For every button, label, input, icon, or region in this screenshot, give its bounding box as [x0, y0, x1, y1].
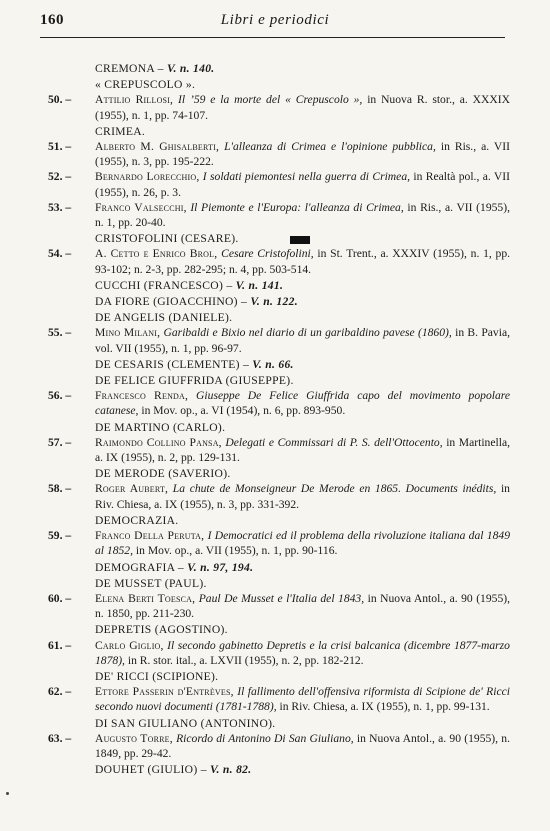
entry-number: 59. – — [48, 529, 72, 543]
bibliography-entry — [0, 388, 550, 418]
entry-source: in Ris., a. VII (1955), n. 1, pp. 20-40. — [95, 200, 510, 230]
entry-title: Garibaldi e Bixio nel diario di un garibaldino pavese (1860), — [163, 326, 452, 340]
bibliography-entry — [0, 200, 550, 230]
entry-number: 57. – — [48, 435, 72, 449]
bibliography-list — [0, 60, 550, 777]
entry-author: Roger Aubert, — [95, 482, 169, 496]
entry-citation — [95, 169, 510, 199]
bibliography-entry — [0, 325, 550, 355]
subject-heading-text: DA FIORE (GIOACCHINO) — [95, 295, 238, 309]
entry-citation — [95, 388, 510, 418]
subject-heading — [0, 466, 550, 481]
bibliography-entry — [0, 528, 550, 558]
subject-heading-text: DEPRETIS (AGOSTINO). — [95, 623, 228, 637]
entry-citation — [95, 200, 510, 230]
subject-heading: DOUHET (GIULIO) – V. n. 82. — [95, 763, 252, 777]
entry-author: Raimondo Collino Pansa, — [95, 435, 222, 449]
subject-heading-text: CRISTOFOLINI (CESARE). — [95, 232, 239, 246]
subject-heading: CUCCHI (FRANCESCO) – V. n. 141. — [95, 278, 284, 292]
entry-author: Augusto Torre, — [95, 731, 173, 745]
entry-citation — [95, 325, 510, 355]
entry-source: in Mov. op., a. VI (1954), n. 6, pp. 893-950. — [141, 404, 346, 418]
entry-citation — [95, 435, 510, 465]
entry-number: 56. – — [48, 389, 72, 403]
subject-heading-text: DOUHET (GIULIO) — [95, 763, 198, 777]
entry-title: Cesare Cristofolini, — [221, 247, 314, 261]
entry-author: Franco Della Peruta, — [95, 529, 205, 543]
entry-citation — [95, 139, 510, 169]
entry-citation — [95, 481, 510, 511]
entry-author: Attilio Rillosi, — [95, 93, 174, 107]
cross-reference: V. n. 122. — [250, 295, 298, 309]
subject-heading — [0, 513, 550, 528]
subject-heading-text: « CREPUSCOLO ». — [95, 78, 196, 92]
entry-title: Il secondo gabinetto Depretis e la crisi balcanica (dicembre 1877-marzo 1878), — [95, 638, 510, 667]
subject-heading-text: DE CESARIS (CLEMENTE) — [95, 357, 240, 371]
entry-number: 53. – — [48, 200, 72, 214]
entry-citation — [95, 591, 510, 621]
entry-author: Franco Valsecchi, — [95, 200, 187, 214]
entry-number: 54. – — [48, 247, 72, 261]
header-rule — [40, 37, 505, 38]
entry-source: in Ris., a. VII (1955), n. 3, pp. 195-222. — [95, 140, 510, 169]
entry-source: in R. stor. ital., a. LXVII (1955), n. 2, pp. 182-212. — [127, 653, 364, 667]
entry-source: in Riv. Chiesa, a. IX (1955), n. 3, pp. 331-392. — [95, 482, 510, 511]
subject-heading-text: CREMONA — [95, 62, 155, 75]
bibliography-entry — [0, 435, 550, 465]
subject-heading-text: CUCCHI (FRANCESCO) — [95, 278, 224, 292]
entry-title: Il ’59 e la morte del « Crepuscolo », — [178, 93, 363, 107]
entry-number: 55. – — [48, 326, 72, 340]
entry-source: in Nuova Antol., a. 90 (1955), n. 1849, pp. 29-42. — [95, 731, 510, 760]
ink-blot — [290, 236, 310, 244]
bibliography-entry — [0, 481, 550, 511]
subject-heading — [0, 231, 550, 246]
bibliography-entry — [0, 684, 550, 714]
subject-heading — [0, 622, 550, 637]
subject-heading — [0, 716, 550, 731]
subject-heading: CREMONA – V. n. 140. — [95, 62, 215, 75]
page-header — [0, 12, 550, 36]
subject-heading-text: DE FELICE GIUFFRIDA (GIUSEPPE). — [95, 374, 294, 388]
entry-title: L'alleanza di Crimea e l'opinione pubblica, — [224, 140, 436, 154]
entry-source: in Martinella, a. IX (1955), n. 2, pp. 129-131. — [95, 435, 510, 465]
bibliography-entry — [0, 731, 550, 761]
subject-heading-text: DE MERODE (SAVERIO). — [95, 467, 231, 481]
cross-reference: V. n. 140. — [166, 62, 215, 75]
entry-source: in Riv. Chiesa, a. IX (1955), n. 1, pp. 99-131. — [279, 700, 490, 714]
entry-number: 52. – — [48, 170, 72, 184]
subject-heading — [0, 310, 550, 325]
margin-speck — [6, 792, 9, 795]
entry-author: Mino Milani, — [95, 326, 161, 340]
entry-number: 61. – — [48, 638, 72, 652]
entry-source: in B. Pavia, vol. VII (1955), n. 1, pp. 96-97. — [95, 326, 510, 355]
bibliography-entry — [0, 591, 550, 621]
subject-heading — [0, 124, 550, 139]
entry-title: Ricordo di Antonino Di San Giuliano, — [176, 731, 354, 745]
cross-reference: V. n. 141. — [235, 278, 284, 292]
entry-citation — [95, 684, 510, 714]
entry-author: Ettore Passerin d'Entrèves, — [95, 685, 234, 699]
entry-source: in Mov. op., a. VII (1955), n. 1, pp. 90-116. — [135, 544, 338, 558]
subject-heading-text: DE MARTINO (CARLO). — [95, 420, 226, 434]
subject-heading-text: DI SAN GIULIANO (ANTONINO). — [95, 716, 276, 730]
entry-citation — [95, 246, 510, 276]
entry-title: I Democratici ed il problema della rivoluzione italiana dal 1849 al 1852, — [95, 529, 510, 558]
entry-number: 50. – — [48, 93, 72, 107]
entry-title: Delegati e Commissari di P. S. dell'Ottocento, — [225, 435, 443, 449]
subject-heading: DA FIORE (GIOACCHINO) – V. n. 122. — [95, 295, 298, 309]
entry-author: Elena Berti Toesca, — [95, 591, 196, 605]
cross-reference: V. n. 66. — [252, 357, 294, 371]
entry-citation — [95, 638, 510, 668]
subject-heading — [0, 669, 550, 684]
subject-heading: DEMOGRAFIA – V. n. 97, 194. — [95, 560, 254, 574]
subject-heading-text: CRIMEA. — [95, 124, 146, 138]
subject-heading: DE CESARIS (CLEMENTE) – V. n. 66. — [95, 357, 294, 371]
entry-source: in Realtà pol., a. VII (1955), n. 26, p. 3. — [95, 170, 510, 199]
entry-citation — [95, 92, 510, 122]
entry-author: Francesco Renda, — [95, 389, 189, 403]
entry-source: in St. Trent., a. XXXIV (1955), n. 1, pp. 93-102; n. 2-3, pp. 282-295; n. 4, pp. 503-514. — [95, 247, 511, 276]
cross-reference: V. n. 97, 194. — [187, 560, 254, 574]
subject-heading-text: DEMOCRAZIA. — [95, 513, 179, 527]
entry-author: Alberto M. Ghisalberti, — [95, 140, 220, 154]
entry-citation — [95, 731, 510, 761]
entry-citation — [95, 528, 510, 558]
entry-number: 51. – — [48, 140, 72, 154]
bibliography-entry — [0, 169, 550, 199]
entry-number: 63. – — [48, 731, 72, 745]
bibliography-entry — [0, 92, 550, 122]
entry-number: 60. – — [48, 591, 72, 605]
bibliography-entry — [0, 139, 550, 169]
entry-author: Carlo Giglio, — [95, 638, 164, 652]
subject-heading — [0, 77, 550, 92]
bibliography-entry — [0, 246, 550, 276]
entry-title: Il fallimento dell'offensiva riformista di Scipione de' Ricci secondo nuovi documenti (1781-1788), — [95, 685, 511, 714]
entry-title: I soldati piemontesi nella guerra di Crimea, — [202, 170, 411, 184]
entry-number: 62. – — [48, 685, 72, 699]
subject-heading-text: DE ANGELIS (DANIELE). — [95, 311, 233, 325]
running-title: Libri e periodici — [220, 12, 330, 28]
entry-title: Giuseppe De Felice Giuffrida capo del movimento popolare catanese, — [95, 389, 510, 418]
entry-title: Il Piemonte e l'Europa: l'alleanza di Crimea, — [190, 200, 404, 214]
entry-author: A. Cetto e Enrico Brol, — [95, 247, 218, 261]
entry-author: Bernardo Lorecchio, — [95, 170, 200, 184]
page-number: 160 — [40, 12, 64, 28]
bibliography-entry — [0, 638, 550, 668]
entry-source: in Nuova Antol., a. 90 (1955), n. 1850, pp. 211-230. — [95, 591, 511, 621]
subject-heading-text: DE' RICCI (SCIPIONE). — [95, 669, 219, 683]
entry-number: 58. – — [48, 482, 72, 496]
subject-heading-text: DEMOGRAFIA — [95, 560, 175, 574]
subject-heading — [0, 576, 550, 591]
entry-title: La chute de Monseigneur De Merode en 1865. Documents inédits, — [172, 482, 497, 496]
entry-title: Paul De Musset e l'Italia del 1843, — [198, 591, 365, 605]
subject-heading — [0, 420, 550, 435]
subject-heading — [0, 373, 550, 388]
cross-reference: V. n. 82. — [210, 763, 252, 777]
entry-source: in Nuova R. stor., a. XXXIX (1955), n. 1, pp. 74-107. — [95, 93, 510, 122]
subject-heading-text: DE MUSSET (PAUL). — [95, 576, 207, 590]
